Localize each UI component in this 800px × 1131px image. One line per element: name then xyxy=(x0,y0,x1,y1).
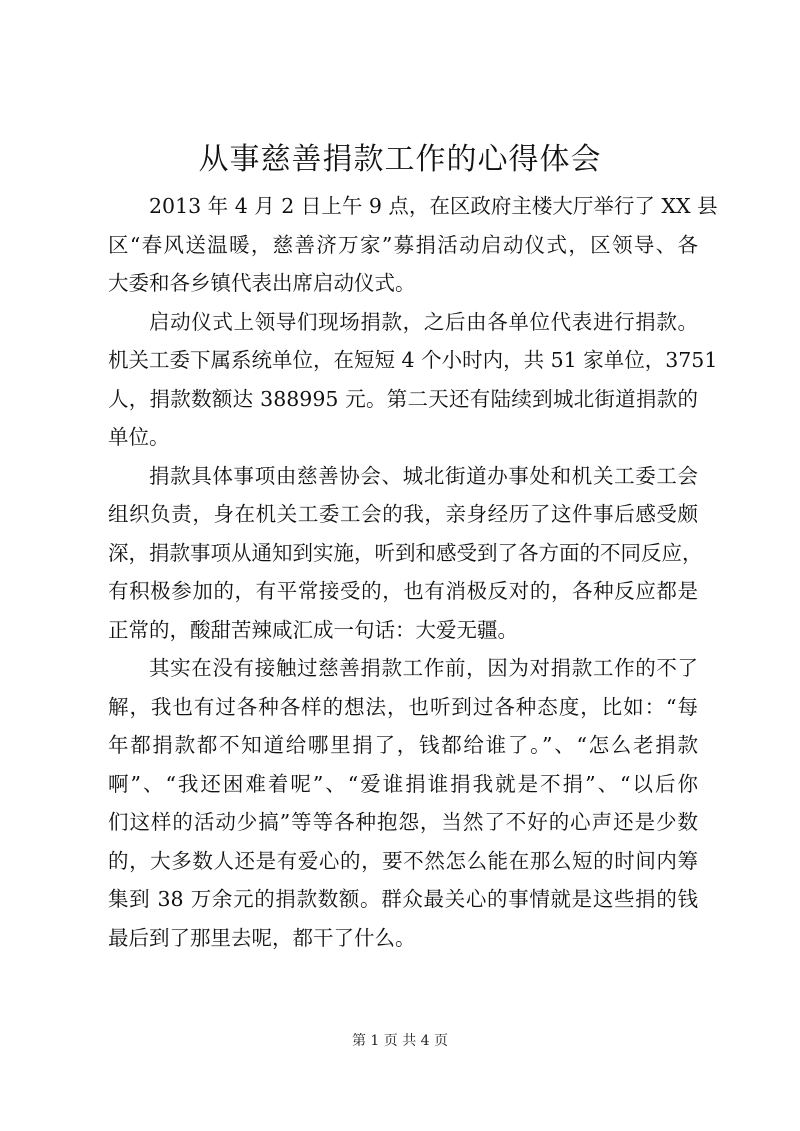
paragraph-line: 组织负责，身在机关工委工会的我，亲身经历了这件事后感受颇 xyxy=(108,502,698,526)
paragraph-line: 2013 年 4 月 2 日上午 9 点，在区政府主楼大厅举行了 XX 县 xyxy=(149,194,718,218)
paragraph xyxy=(108,303,718,457)
paragraph xyxy=(108,187,718,303)
paragraph-line: 集到 38 万余元的捐款数额。群众最关心的事情就是这些捐的钱 xyxy=(108,887,698,911)
paragraph-line: 深，捐款事项从通知到实施，听到和感受到了各方面的不同反应， xyxy=(108,540,703,565)
paragraph-line: 机关工委下属系统单位，在短短 4 个小时内，共 51 家单位，3751 xyxy=(108,348,718,372)
paragraph-line: 们这样的活动少搞”等等各种抱怨，当然了不好的心声还是少数 xyxy=(108,810,698,834)
paragraph-line: 正常的，酸甜苦辣咸汇成一句话：大爱无疆。 xyxy=(108,617,518,642)
paragraph-line: 启动仪式上领导们现场捐款，之后由各单位代表进行捐款。 xyxy=(149,309,698,334)
paragraph-line: 啊”、“我还困难着呢”、“爱谁捐谁捐我就是不捐”、“以后你 xyxy=(108,771,698,796)
paragraph-line: 有积极参加的，有平常接受的，也有消极反对的，各种反应都是 xyxy=(108,579,698,603)
paragraph-line: 年都捐款都不知道给哪里捐了，钱都给谁了。”、“怎么老捐款 xyxy=(108,733,698,757)
paragraph-line: 解，我也有过各种各样的想法，也听到过各种态度，比如：“每 xyxy=(108,694,698,719)
paragraph-line: 大委和各乡镇代表出席启动仪式。 xyxy=(108,271,416,295)
paragraph-line: 最后到了那里去呢，都干了什么。 xyxy=(108,925,416,950)
paragraph-line: 人，捐款数额达 388995 元。第二天还有陆续到城北街道捐款的 xyxy=(108,386,698,411)
page-footer: 第 1 页 共 4 页 xyxy=(351,1033,449,1049)
document-body xyxy=(108,187,718,957)
paragraph-line: 其实在没有接触过慈善捐款工作前，因为对捐款工作的不了 xyxy=(149,656,698,680)
document-title: 从事慈善捐款工作的心得体会 xyxy=(198,142,602,177)
paragraph-line: 单位。 xyxy=(108,425,170,449)
paragraph-line: 的，大多数人还是有爱心的，要不然怎么能在那么短的时间内筹 xyxy=(108,848,698,873)
paragraph xyxy=(108,457,703,650)
paragraph-line: 捐款具体事项由慈善协会、城北街道办事处和机关工委工会 xyxy=(149,463,698,488)
paragraph xyxy=(108,649,698,957)
paragraph-line: 区“春风送温暖，慈善济万家”募捐活动启动仪式，区领导、各 xyxy=(108,232,698,257)
